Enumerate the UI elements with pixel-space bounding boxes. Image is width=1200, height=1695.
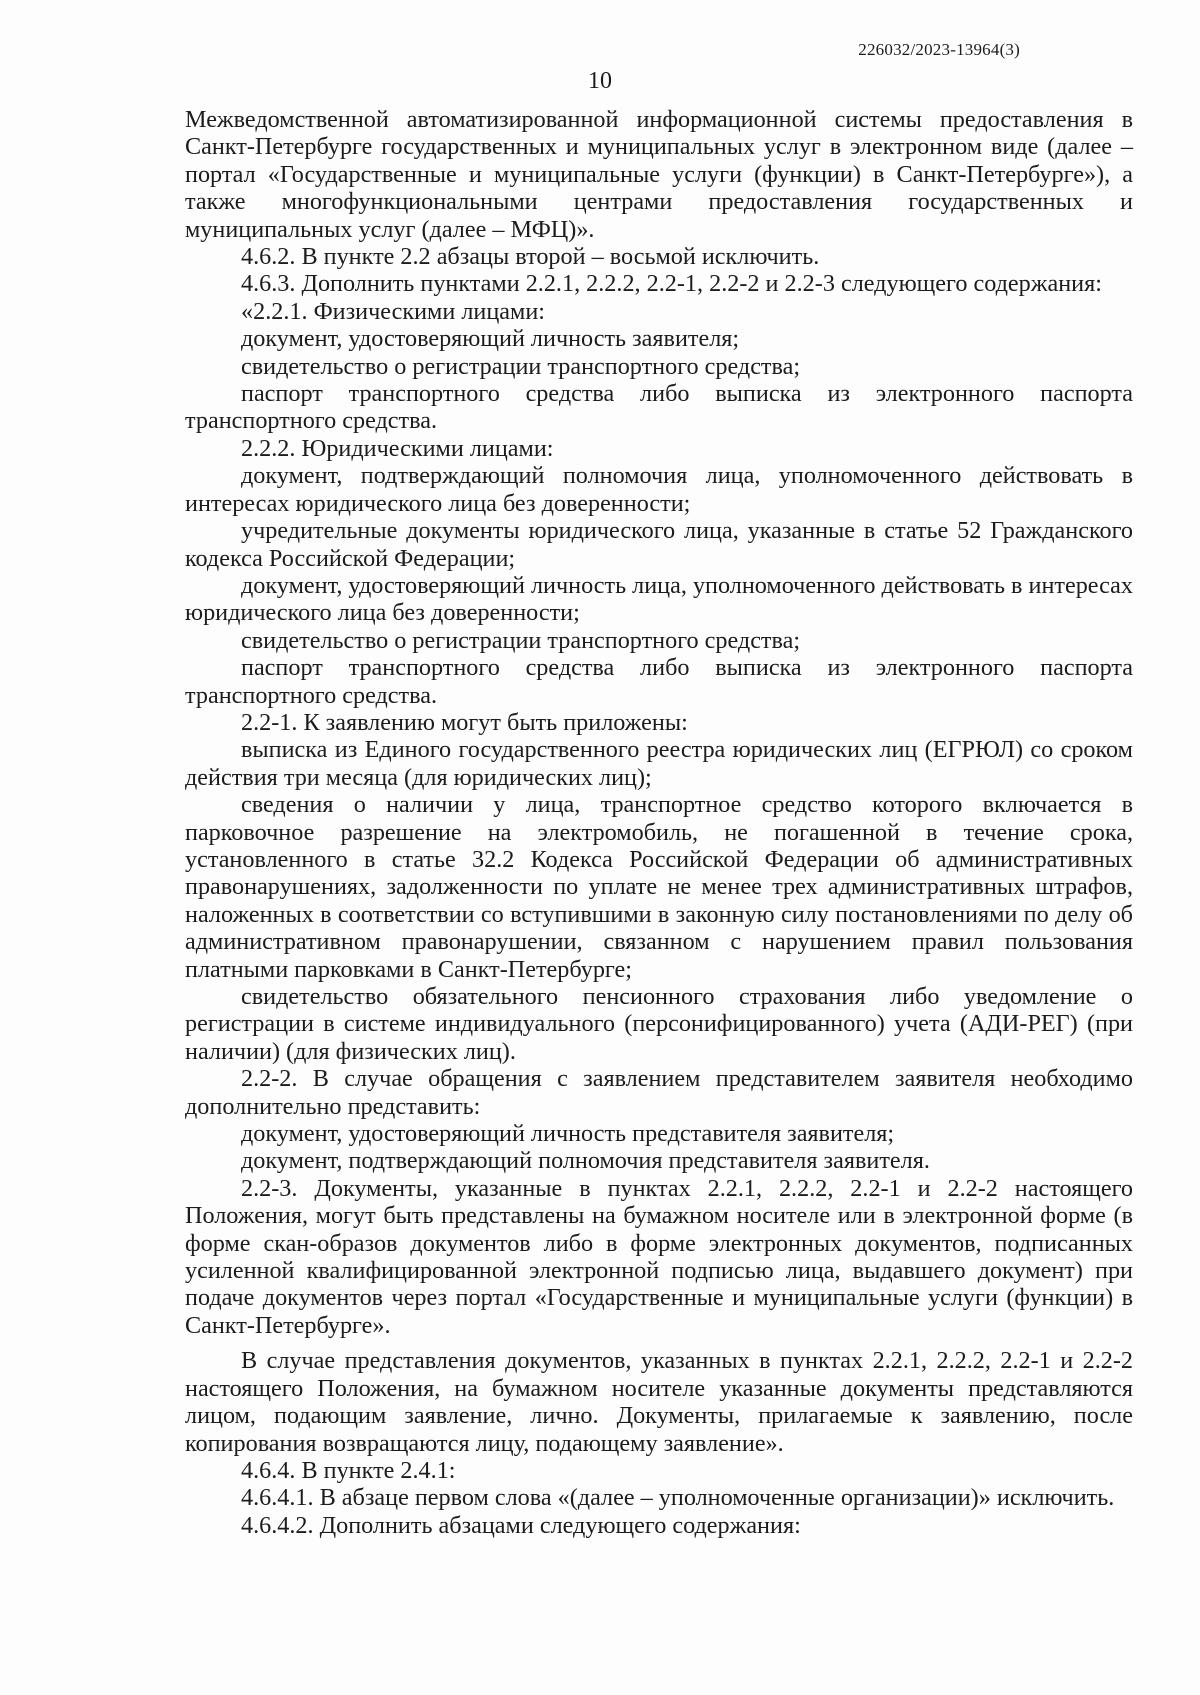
paragraph: документ, подтверждающий полномочия лица, уполномоченного действовать в интересах юридического лица без доверенности; — [185, 462, 1133, 517]
paragraph: 4.6.4. В пункте 2.4.1: — [241, 1456, 456, 1484]
paragraph: выписка из Единого государственного реестра юридических лиц (ЕГРЮЛ) со сроком действия три месяца (для юридических лиц); — [185, 736, 1133, 791]
document-registration-number: 226032/2023-13964(3) — [858, 40, 1020, 59]
document-body — [185, 106, 1133, 1539]
paragraph: В случае представления документов, указанных в пунктах 2.2.1, 2.2.2, 2.2-1 и 2.2-2 настоящего Положения, на бумажном носителе указанные документы представляются лицом, подающим заявление, лично. Документы, прилагаемые к заявлению, после копирования возвращаются лицу, подающему заявление». — [185, 1347, 1133, 1457]
paragraph: 2.2.2. Юридическими лицами: — [241, 434, 554, 462]
paragraph: документ, удостоверяющий личность представителя заявителя; — [241, 1120, 895, 1148]
paragraph: сведения о наличии у лица, транспортное средство которого включается в парковочное разрешение на электромобиль, не погашенной в течение срока, установленного в статье 32.2 Кодекса Российской Федерации об административных правонарушениях, задолженности по уплате не менее трех административных штрафов, наложенных в соответствии со вступившими в законную силу постановлениями по делу об административном правонарушении, связанном с нарушением правил пользования платными парковками в Санкт-Петербурге; — [185, 791, 1133, 983]
paragraph: 2.2-3. Документы, указанные в пунктах 2.2.1, 2.2.2, 2.2-1 и 2.2-2 настоящего Положения, могут быть представлены на бумажном носителе или в электронной форме (в форме скан-образов документов либо в форме электронных документов, подписанных усиленной квалифицированной электронной подписью лица, выдавшего документ) при подаче документов через портал «Государственные и муниципальные услуги (функции) в Санкт-Петербурге». — [185, 1174, 1133, 1339]
paragraph: свидетельство о регистрации транспортного средства; — [241, 352, 801, 380]
paragraph: свидетельство обязательного пенсионного страхования либо уведомление о регистрации в системе индивидуального (персонифицированного) учета (АДИ-РЕГ) (при наличии) (для физических лиц). — [185, 983, 1133, 1065]
paragraph: документ, подтверждающий полномочия представителя заявителя. — [241, 1147, 930, 1175]
paragraph: паспорт транспортного средства либо выписка из электронного паспорта транспортного средства. — [185, 654, 1133, 709]
page-number: 10 — [588, 68, 612, 94]
paragraph: свидетельство о регистрации транспортного средства; — [241, 626, 801, 654]
paragraph: документ, удостоверяющий личность лица, уполномоченного действовать в интересах юридического лица без доверенности; — [185, 571, 1133, 627]
paragraph: «2.2.1. Физическими лицами: — [241, 297, 546, 325]
paragraph: 2.2-2. В случае обращения с заявлением представителем заявителя необходимо дополнительно представить: — [185, 1065, 1133, 1120]
paragraph: 4.6.4.1. В абзаце первом слова «(далее – уполномоченные организации)» исключить. — [241, 1484, 1115, 1512]
paragraph: 2.2-1. К заявлению могут быть приложены: — [241, 708, 688, 736]
paragraph: учредительные документы юридического лица, указанные в статье 52 Гражданского кодекса Российской Федерации; — [185, 517, 1133, 572]
paragraph: 4.6.3. Дополнить пунктами 2.2.1, 2.2.2, 2.2-1, 2.2-2 и 2.2-3 следующего содержания: — [241, 270, 1102, 298]
paragraph: паспорт транспортного средства либо выписка из электронного паспорта транспортного средства. — [185, 380, 1133, 435]
paragraph: документ, удостоверяющий личность заявителя; — [241, 325, 740, 353]
paragraph: 4.6.2. В пункте 2.2 абзацы второй – восьмой исключить. — [241, 243, 820, 271]
paragraph: 4.6.4.2. Дополнить абзацами следующего содержания: — [241, 1511, 801, 1539]
paragraph: Межведомственной автоматизированной информационной системы предоставления в Санкт-Петербурге государственных и муниципальных услуг в электронном виде (далее – портал «Государственные и муниципальные услуги (функции) в Санкт-Петербурге»), а также многофункциональными центрами предоставления государственных и муниципальных услуг (далее – МФЦ)». — [185, 106, 1133, 243]
